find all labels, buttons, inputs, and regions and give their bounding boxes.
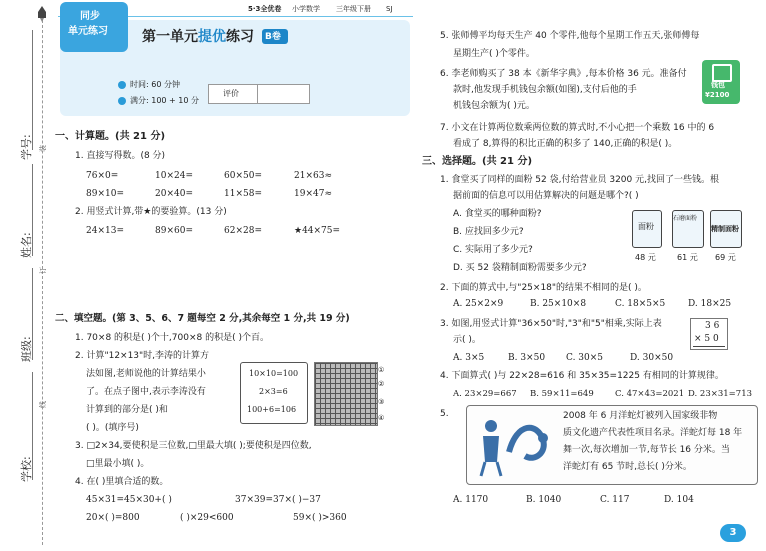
s1-q1-item: 89×10= bbox=[86, 189, 124, 199]
cut-mark-2: 订 bbox=[39, 267, 47, 274]
section3-heading: 三、选择题。(共 21 分) bbox=[422, 156, 533, 167]
c5-option: D. 104 bbox=[664, 495, 694, 505]
s2-q3-line1: 3. □2×34,要使积是三位数,□里最大填( );要使积是四位数, bbox=[75, 441, 312, 451]
notebook-calc2: 2×3=6 bbox=[259, 387, 288, 396]
c3-line1: 3. 如图,用竖式计算"36×50"时,"3"和"5"相乘,实际上表 bbox=[440, 319, 662, 329]
c4-option: A. 23×29=667 bbox=[453, 389, 517, 399]
c5-text-line1: 2008 年 6 月洋蛇灯被列入国家级非物 bbox=[563, 411, 718, 421]
s1-q2-item: 62×28= bbox=[224, 226, 262, 236]
vertical-rule bbox=[693, 346, 725, 347]
c2-option: A. 25×2×9 bbox=[453, 299, 504, 309]
r-q7-line2: 看成了 8,算得的积比正确的积多了 140,正确的积是( )。 bbox=[453, 139, 678, 149]
rating-divider bbox=[257, 85, 258, 103]
grid-mark-1: ① bbox=[378, 366, 385, 374]
r-q5-line2: 星期生产( )个零件。 bbox=[453, 49, 535, 59]
s1-q1-item: 21×63≈ bbox=[294, 171, 332, 181]
dancer-illustration bbox=[473, 412, 553, 478]
header-edition: SJ bbox=[386, 5, 393, 13]
c1-option-a: A. 食堂买的哪种面粉? bbox=[453, 209, 542, 219]
phone-wallet-picture bbox=[702, 60, 740, 104]
price-2: 61 元 bbox=[677, 253, 698, 262]
c2-question: 2. 下面的算式中,与"25×18"的结果不相同的是( )。 bbox=[440, 283, 647, 293]
c4-option: B. 59×11=649 bbox=[530, 389, 594, 399]
r-q7-line1: 7. 小文在计算两位数乘两位数的算式时,不小心把一个乘数 16 中的 6 bbox=[440, 123, 715, 133]
clock-icon bbox=[118, 81, 126, 89]
c3-line2: 示( )。 bbox=[453, 335, 481, 345]
score-icon bbox=[118, 97, 126, 105]
flour-bag-3 bbox=[710, 210, 742, 248]
vertical-mid: × 5 0 bbox=[694, 334, 719, 344]
c1-line2: 据前面的信息可以用估算解决的问题是哪个?( ) bbox=[453, 191, 639, 201]
title-prefix: 第一单元 bbox=[142, 29, 198, 45]
c2-option: C. 18×5×5 bbox=[615, 299, 666, 309]
s1-q1-item: 10×24= bbox=[155, 171, 193, 181]
version-badge bbox=[262, 29, 288, 44]
s2-q4-c: 20×( )=800 bbox=[86, 513, 140, 523]
grid-mark-3: ③ bbox=[378, 398, 385, 406]
page-title bbox=[142, 28, 254, 46]
s2-q2-line5: ( )。(填序号) bbox=[86, 423, 139, 433]
flour3-label: 精制面粉 bbox=[711, 225, 739, 233]
wallet-icon bbox=[712, 64, 732, 82]
rating-label: 评价 bbox=[223, 89, 239, 98]
c4-option: C. 47×43=2021 bbox=[615, 389, 685, 399]
s1-q1-item: 60×50= bbox=[224, 171, 262, 181]
price-1: 48 元 bbox=[635, 253, 656, 262]
notebook-calc3: 100+6=106 bbox=[247, 405, 297, 414]
c5-text-line3: 舞一次,每次增加一节,每节长 16 分米。当 bbox=[563, 445, 730, 455]
snake-lantern-card bbox=[466, 405, 758, 485]
s2-q4-e: 59×( )>360 bbox=[293, 513, 347, 523]
s2-q2-line2: 法如图,老师说他的计算结果小 bbox=[86, 369, 206, 379]
dot-grid-picture bbox=[314, 362, 378, 426]
c5-text-line2: 质文化遗产代表性项目名录。洋蛇灯每 18 年 bbox=[563, 428, 743, 438]
c1-option-d: D. 买 52 袋精制面粉需要多少元? bbox=[453, 263, 587, 273]
s2-q2-line4: 计算到的部分是( )和 bbox=[86, 405, 168, 415]
s2-q3-line2: □里最小填( )。 bbox=[86, 459, 150, 469]
field-line-class bbox=[32, 268, 33, 360]
c5-option: A. 1170 bbox=[453, 495, 489, 505]
badge-line1: 同步 bbox=[80, 11, 100, 22]
c1-line1: 1. 食堂买了同样的面粉 52 袋,付给营业员 3200 元,找回了一些钱。根 bbox=[440, 175, 719, 185]
s1-q1-item: 19×47≈ bbox=[294, 189, 332, 199]
c5-option: C. 117 bbox=[600, 495, 630, 505]
c3-option: D. 30×50 bbox=[630, 353, 674, 363]
header-subject: 小学数学 bbox=[292, 5, 320, 13]
title-highlight: 提优 bbox=[198, 29, 226, 45]
s1-q1-item: 20×40= bbox=[155, 189, 193, 199]
version-label: B卷 bbox=[265, 32, 281, 42]
notebook-calc1: 10×10=100 bbox=[249, 369, 299, 378]
r-q6-line1: 6. 李老师购买了 38 本《新华字典》,每本价格 36 元。准备付 bbox=[440, 69, 687, 79]
flour2-label: 石磨面粉 bbox=[673, 215, 698, 222]
c3-option: B. 3×50 bbox=[508, 353, 546, 363]
r-q6-line2: 款时,他发现手机钱包余额(如图),支付后他的手 bbox=[453, 85, 637, 95]
s1-q2-item: 89×60= bbox=[155, 226, 193, 236]
s1-q2: 2. 用竖式计算,带★的要验算。(13 分) bbox=[75, 207, 227, 217]
flour1-label: 面粉 bbox=[638, 222, 654, 231]
r-q5-line1: 5. 张师傅平均每天生产 40 个零件,他每个星期工作五天,张师傅每 bbox=[440, 31, 700, 41]
time-info: 时间: 60 分钟 bbox=[130, 80, 180, 89]
rocket-icon bbox=[36, 6, 48, 22]
s1-q2-item: 24×13= bbox=[86, 226, 124, 236]
calculation-notebook bbox=[240, 362, 308, 424]
class-label: 班级: bbox=[20, 336, 33, 362]
flour-bag-1 bbox=[632, 210, 662, 248]
s2-q1: 1. 70×8 的积是( )个十,700×8 的积是( )个百。 bbox=[75, 333, 269, 343]
vertical-multiplication bbox=[690, 318, 728, 350]
cut-mark-1: 装 bbox=[39, 145, 47, 152]
vertical-top: 3 6 bbox=[705, 321, 720, 331]
field-line-name bbox=[32, 164, 33, 256]
grid-mark-2: ② bbox=[378, 380, 385, 388]
s2-q2-line3: 了。在点子图中,表示李涛没有 bbox=[86, 387, 206, 397]
r-q6-line3: 机钱包余额为( )元。 bbox=[453, 101, 535, 111]
s1-q1-item: 76×0= bbox=[86, 171, 119, 181]
section1-heading: 一、计算题。(共 21 分) bbox=[55, 131, 166, 142]
c5-option: B. 1040 bbox=[526, 495, 562, 505]
rating-box bbox=[208, 84, 310, 104]
student-name-label: 姓名: bbox=[20, 232, 33, 258]
c5-text-line4: 洋蛇灯有 65 节时,总长( )分米。 bbox=[563, 462, 692, 472]
c3-option: C. 30×5 bbox=[566, 353, 604, 363]
s1-q2-item: ★44×75= bbox=[294, 226, 341, 236]
c2-option: D. 18×25 bbox=[688, 299, 732, 309]
c1-option-b: B. 应找回多少元? bbox=[453, 227, 524, 237]
grid-mark-4: ④ bbox=[378, 414, 385, 422]
s1-q1: 1. 直接写得数。(8 分) bbox=[75, 151, 166, 161]
field-line-number bbox=[32, 30, 33, 150]
c4-option: D. 23×31=713 bbox=[688, 389, 753, 399]
binding-dashed-line bbox=[42, 15, 43, 545]
unit-badge bbox=[60, 2, 128, 52]
flour-bag-2 bbox=[672, 210, 704, 248]
page-number: 3 bbox=[720, 524, 746, 542]
title-suffix: 练习 bbox=[226, 29, 254, 45]
school-label: 学校: bbox=[20, 456, 33, 482]
header-grade: 三年级下册 bbox=[336, 5, 371, 13]
s2-q4-d: ( )×29<600 bbox=[180, 513, 234, 523]
wallet-amount: ¥2100 bbox=[705, 91, 730, 99]
c5-number: 5. bbox=[440, 409, 449, 419]
field-line-school bbox=[32, 372, 33, 480]
section2-heading: 二、填空题。(第 3、5、6、7 题每空 2 分,其余每空 1 分,共 19 分) bbox=[55, 313, 350, 324]
header-series: 5·3全优卷 bbox=[248, 5, 282, 13]
s2-q4-b: 37×39=37×( )−37 bbox=[235, 495, 321, 505]
student-number-label: 学号: bbox=[20, 134, 33, 160]
c2-option: B. 25×10×8 bbox=[530, 299, 587, 309]
c1-option-c: C. 实际用了多少元? bbox=[453, 245, 533, 255]
c3-option: A. 3×5 bbox=[453, 353, 485, 363]
s2-q2-line1: 2. 计算"12×13"时,李涛的计算方 bbox=[75, 351, 210, 361]
s1-q1-item: 11×58= bbox=[224, 189, 262, 199]
c4-question: 4. 下面算式( )与 22×28=616 和 35×35=1225 有相同的计算规律。 bbox=[440, 371, 724, 381]
s2-q4: 4. 在( )里填合适的数。 bbox=[75, 477, 169, 487]
price-3: 69 元 bbox=[715, 253, 736, 262]
badge-line2: 单元练习 bbox=[68, 26, 108, 37]
wallet-label: 钱包 bbox=[711, 81, 725, 89]
score-info: 满分: 100 + 10 分 bbox=[130, 96, 200, 105]
cut-mark-3: 线 bbox=[39, 401, 47, 408]
s2-q4-a: 45×31=45×30+( ) bbox=[86, 495, 172, 505]
